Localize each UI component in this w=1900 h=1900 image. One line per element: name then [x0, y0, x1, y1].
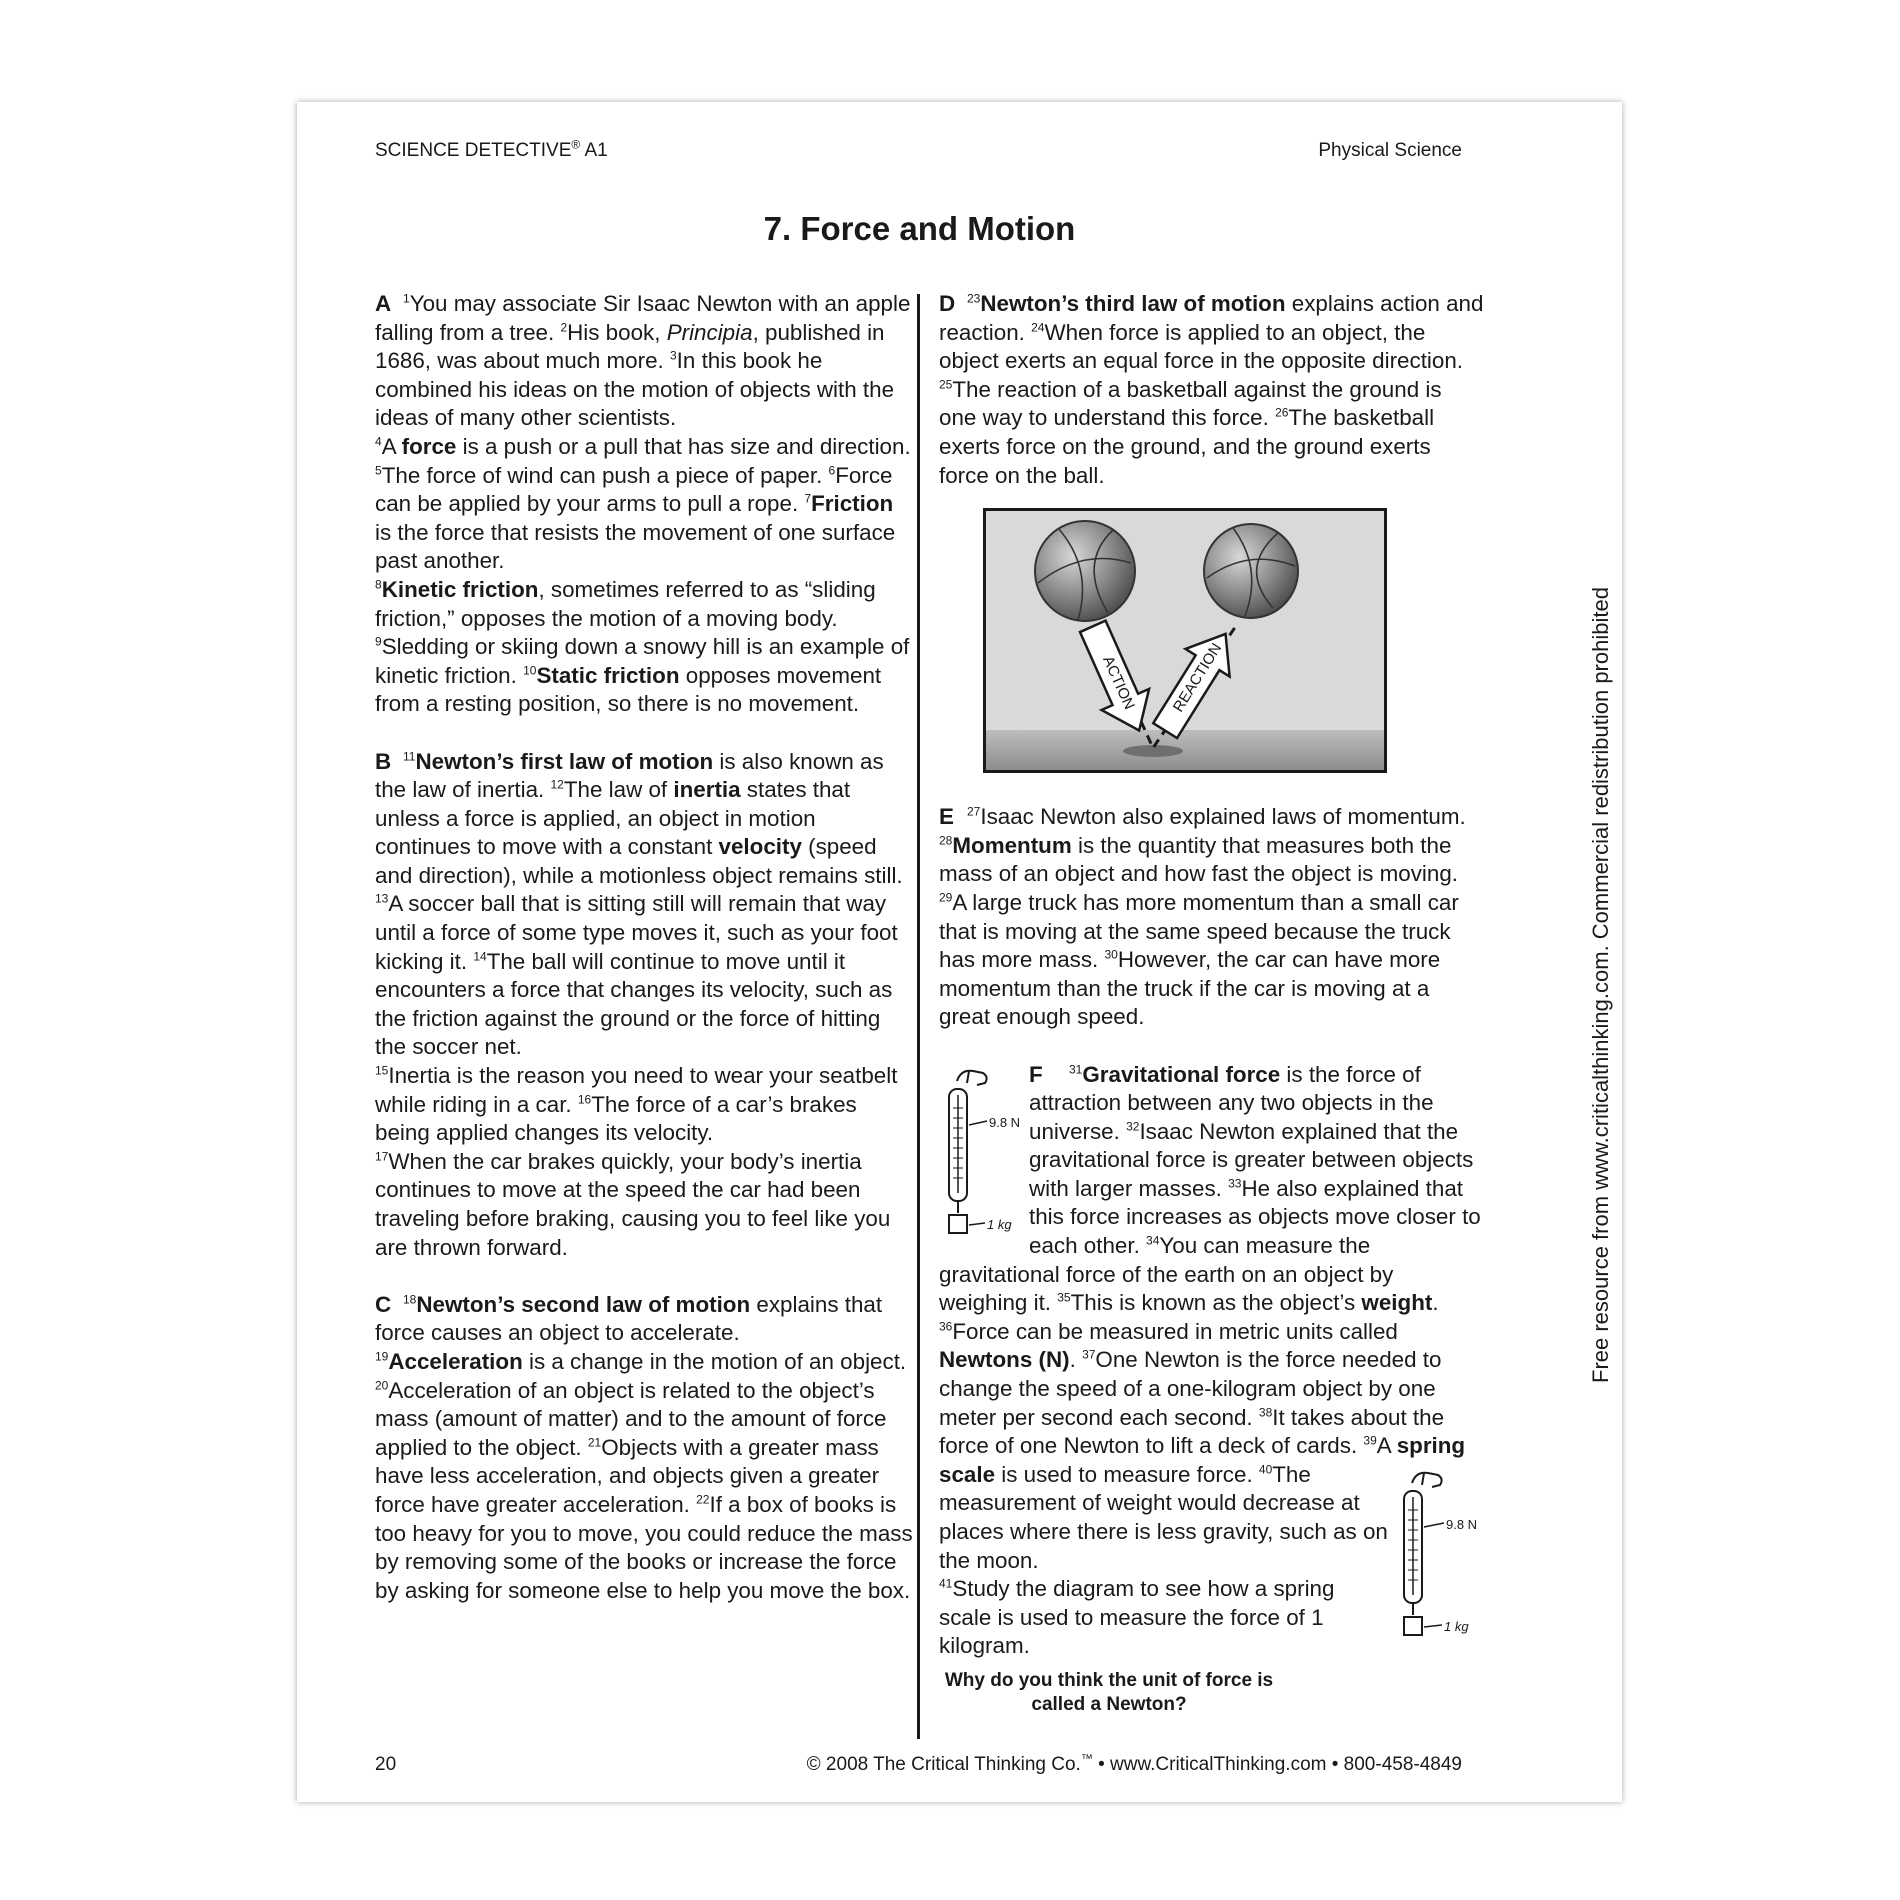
sentence: Objects with a greater mass have less acceleration, and objects given a greater force have greater acceleration. [375, 1434, 880, 1517]
series-name: SCIENCE DETECTIVE [375, 140, 572, 161]
key-term: Newton’s third law of motion [980, 291, 1286, 316]
section-a: A $^1$You may associate Sir Isaac Newton with an apple falling from a tree. $^2$His book, Principia, published in 1686, was about much more. $^3$In this book he combined his ideas on the motion of objects with the ideas of many other scientists. $^4$A force is a push or a pull that has size and direction. $^5$The force of wind can push a piece of paper. $^6$Force can be applied by your arms to pull a rope. $^7$Friction is the force that resists the movement of one surface past another. $^8$Kinetic friction, sometimes referred to as “sliding friction,” opposes the motion of a moving body. $^9$Sledding or skiing down a snowy hill is an example of kinetic friction. $^{10}$Static friction opposes movement from a resting position, so there is no movement. [375, 291, 911, 717]
section-letter: C [375, 1291, 392, 1317]
key-term: Friction [811, 491, 894, 517]
scale-mass-label: 1 kg [1444, 1618, 1469, 1634]
sentence: Force can be measured in metric units called [952, 1318, 1398, 1344]
key-term: spring scale [939, 1433, 1466, 1487]
section-letter: D [939, 291, 956, 316]
sentence: A [381, 433, 402, 459]
column-divider [917, 294, 920, 1739]
sentence: , published in 1686, was about much more. [375, 319, 885, 374]
sentence: is the force that resists the movement of one surface past another. [375, 519, 896, 574]
key-term: Static friction [536, 662, 680, 688]
section-letter: A [375, 291, 392, 316]
registered-mark: ® [571, 137, 581, 152]
key-term: Newton’s first law of motion [415, 748, 714, 774]
spring-scale-icon [939, 1063, 1021, 1238]
series-code: A1 [580, 140, 608, 161]
action-label: ACTION [1099, 653, 1138, 713]
sentence: You may associate Sir Isaac Newton with an apple falling from a tree. [375, 291, 911, 345]
sentence: In this book he combined his ideas on the motion of objects with the ideas of many other scientists. [375, 348, 895, 431]
sentence: (speed and direction), while a motionless object remains still. [375, 834, 903, 888]
sentence: The measurement of weight would decrease at places where there is less gravity, such as on the moon. [939, 1461, 1388, 1573]
sentence: Force can be applied by your arms to pull a rope. [375, 462, 893, 517]
sentence: When the car brakes quickly, your body’s inertia continues to move at the speed the car had been traveling before braking, causing you to feel like you are thrown forward. [375, 1148, 891, 1260]
sentence: A soccer ball that is sitting still will remain that way until a force of some type moves it, such as your foot kicking it. [375, 891, 898, 974]
scale-force-label: 9.8 N [989, 1114, 1021, 1130]
trademark-mark: ™ [1080, 1751, 1093, 1766]
sentence: Sledding or skiing down a snowy hill is an example of kinetic friction. [375, 634, 910, 688]
sentence: opposes movement from a resting position, so there is no movement. [375, 662, 882, 717]
sentence: Isaac Newton also explained laws of momentum. [980, 804, 1466, 830]
basketball-left-icon [1035, 521, 1135, 621]
sentence: Inertia is the reason you need to wear your seatbelt while riding in a car. [375, 1063, 898, 1117]
key-term: inertia [673, 777, 741, 803]
sentence: If a box of books is too heavy for you to move, you could reduce the mass by removing some of the books or increase the force by asking for someone else to help you move the box. [375, 1491, 913, 1603]
key-term: weight [1361, 1290, 1433, 1316]
key-term: Newtons (N) [939, 1347, 1070, 1373]
sentence: A large truck has more momentum than a small car that is moving at the same speed because the truck has more mass. [939, 889, 1459, 973]
section-letter: B [375, 748, 392, 774]
section-e: E $^{27}$Isaac Newton also explained laws of momentum. $^{28}$Momentum is the quantity that measures both the mass of an object and how fast the object is moving. $^{29}$A large truck has more momentum than a small car that is moving at the same speed because the truck has more mass. $^{30}$However, the car can have more momentum than the truck if the car is moving at a great enough speed. [939, 804, 1466, 1030]
left-column [375, 290, 915, 1634]
basketball-right-icon [1204, 524, 1298, 618]
sentence: is a change in the motion of an object. [522, 1348, 907, 1374]
book-title: Principia [666, 319, 753, 345]
sentence: . [1069, 1347, 1083, 1373]
copyright-text: © 2008 The Critical Thinking Co. [806, 1754, 1081, 1775]
section-letter: F [1029, 1061, 1043, 1087]
sentence: is also known as the law of inertia. [375, 748, 884, 803]
scale-force-label: 9.8 N [1446, 1516, 1478, 1532]
sentence: However, the car can have more momentum than the truck if the car is moving at a great enough speed. [939, 947, 1441, 1030]
sentence: The ball will continue to move until it encounters a force that changes its velocity, such as the friction against the ground or the force of hitting the soccer net. [375, 948, 893, 1060]
redistribution-notice: Free resource from www.criticalthinking.com. Commercial redistribution prohibited [1588, 587, 1613, 1383]
spring-scale-icon [1394, 1465, 1484, 1640]
key-term: Newton’s second law of motion [416, 1291, 751, 1317]
ground [986, 730, 1384, 770]
key-term: Kinetic friction [381, 576, 539, 602]
sentence: The basketball exerts force on the ground, and the ground exerts force on the ball. [939, 405, 1435, 488]
scale-mass-label: 1 kg [987, 1216, 1012, 1232]
section-c: C $^{18}$Newton’s second law of motion explains that force causes an object to accelerate. $^{19}$Acceleration is a change in the motion of an object. $^{20}$Acceleration of an object is related to the object’s mass (amount of matter) and to the amount of force applied to the object. $^{21}$Objects with a greater mass have less acceleration, and objects given a greater force have greater acceleration. $^{22}$If a box of books is too heavy for you to move, you could reduce the mass by removing some of the books or increase the force by asking for someone else to help you move the box. [375, 1291, 913, 1603]
sentence: is a push or a pull that has size and direction. [456, 433, 911, 459]
sentence: The law of [563, 777, 674, 803]
sentence: When force is applied to an object, the object exerts an equal force in the opposite direction. [939, 319, 1464, 374]
sentence: explains that force causes an object to accelerate. [375, 1291, 883, 1346]
key-term: Acceleration [388, 1348, 523, 1374]
discussion-question: Why do you think the unit of force is called a Newton? [944, 1669, 1274, 1715]
reaction-label: REACTION [1169, 640, 1226, 716]
footer-copyright [806, 1751, 1462, 1776]
action-reaction-figure [983, 508, 1387, 773]
sentence: , sometimes referred to as “sliding friction,” opposes the motion of a moving body. [375, 576, 876, 631]
sentence: One Newton is the force needed to change the speed of a one-kilogram object by one meter per second each second. [939, 1347, 1442, 1430]
sentence: This is known as the object’s [1070, 1290, 1362, 1316]
worksheet-page [297, 102, 1622, 1802]
sentence: Acceleration of an object is related to the object’s mass (amount of matter) and to the amount of force applied to the object. [375, 1377, 887, 1460]
section-d: D $^{23}$Newton’s third law of motion explains action and reaction. $^{24}$When force is applied to an object, the object exerts an equal force in the opposite direction. $^{25}$The reaction of a basketball against the ground is one way to understand this force. $^{26}$The basketball exerts force on the ground, and the ground exerts force on the ball. [939, 291, 1484, 488]
ball-shadow [1123, 745, 1183, 757]
sentence: The reaction of a basketball against the ground is one way to understand this force. [939, 376, 1442, 431]
key-term: Gravitational force [1082, 1061, 1281, 1087]
sentence: A [1376, 1433, 1397, 1459]
page-title: 7. Force and Motion [763, 210, 1076, 247]
key-term: velocity [718, 834, 802, 860]
key-term: force [401, 433, 457, 459]
sentence: is the quantity that measures both the mass of an object and how fast the object is moving. [939, 832, 1458, 887]
header-subject: Physical Science [1318, 140, 1462, 161]
sentence: Study the diagram to see how a spring scale is used to measure the force of 1 kilogram. [939, 1576, 1335, 1659]
right-column [939, 290, 1484, 1746]
section-f: 9.8 N 1 kg F $^{31}$Gravitational force is the force of attraction between any two objects in the universe. $^{32}$Isaac Newton explained that the gravitational force is greater between objects with larger masses. $^{33}$He also explained that this force increases as objects move closer to each other. $^{34}$You can measure the gravitational force of the earth on an object by weighing it. $^{35}$This is known as the object’s weight. $^{36}$Force can be measured in metric units called Newtons (N). $^{37}$One Newton is the force needed to change the speed of a one-kilogram object by one meter per second each second. $^{38}$It takes about the force of one Newton to lift a deck of cards. $^{39}$A spring scale is used to measure force. 9.8 N 1 kg $^{40}$The measurement of weight would decrease at places where there is less gravity, such as on the moon. $^{41}$Study the diagram to see how a spring scale is used to measure the force of 1 kilogram. Why do you think the unit of force is called a Newton? [939, 1061, 1484, 1717]
sentence: is used to measure force. [995, 1461, 1259, 1487]
sentence: explains action and reaction. [939, 291, 1484, 345]
sentence: You can measure the gravitational force of the earth on an object by weighing it. [939, 1233, 1394, 1316]
sentence: It takes about the force of one Newton to lift a deck of cards. [939, 1404, 1445, 1459]
sentence: Isaac Newton explained that the gravitational force is greater between objects with larger masses. [1029, 1118, 1474, 1201]
section-letter: E [939, 804, 954, 830]
contact-text: • www.CriticalThinking.com • 800-458-4849 [1092, 1754, 1462, 1775]
header-series [375, 137, 608, 162]
sentence: His book, [567, 319, 667, 345]
sentence: is the force of attraction between any two objects in the universe. [1029, 1061, 1434, 1144]
sentence: The force of a car’s brakes being applied changes its velocity. [375, 1091, 857, 1146]
key-term: Momentum [952, 832, 1072, 858]
sentence: He also explained that this force increases as objects move closer to each other. [1029, 1175, 1481, 1259]
sentence: states that unless a force is applied, an object in motion continues to move with a constant [375, 777, 851, 860]
section-b: B $^{11}$Newton’s first law of motion is also known as the law of inertia. $^{12}$The law of inertia states that unless a force is applied, an object in motion continues to move with a constant velocity (speed and direction), while a motionless object remains still. $^{13}$A soccer ball that is sitting still will remain that way until a force of some type moves it, such as your foot kicking it. $^{14}$The ball will continue to move until it encounters a force that changes its velocity, such as the friction against the ground or the force of hitting the soccer net. $^{15}$Inertia is the reason you need to wear your seatbelt while riding in a car. $^{16}$The force of a car’s brakes being applied changes its velocity. $^{17}$When the car brakes quickly, your body’s inertia continues to move at the speed the car had been traveling before braking, causing you to feel like you are thrown forward. [375, 748, 903, 1260]
sentence: The force of wind can push a piece of paper. [381, 462, 829, 488]
sentence: . [1432, 1290, 1439, 1316]
page-number: 20 [375, 1754, 397, 1775]
